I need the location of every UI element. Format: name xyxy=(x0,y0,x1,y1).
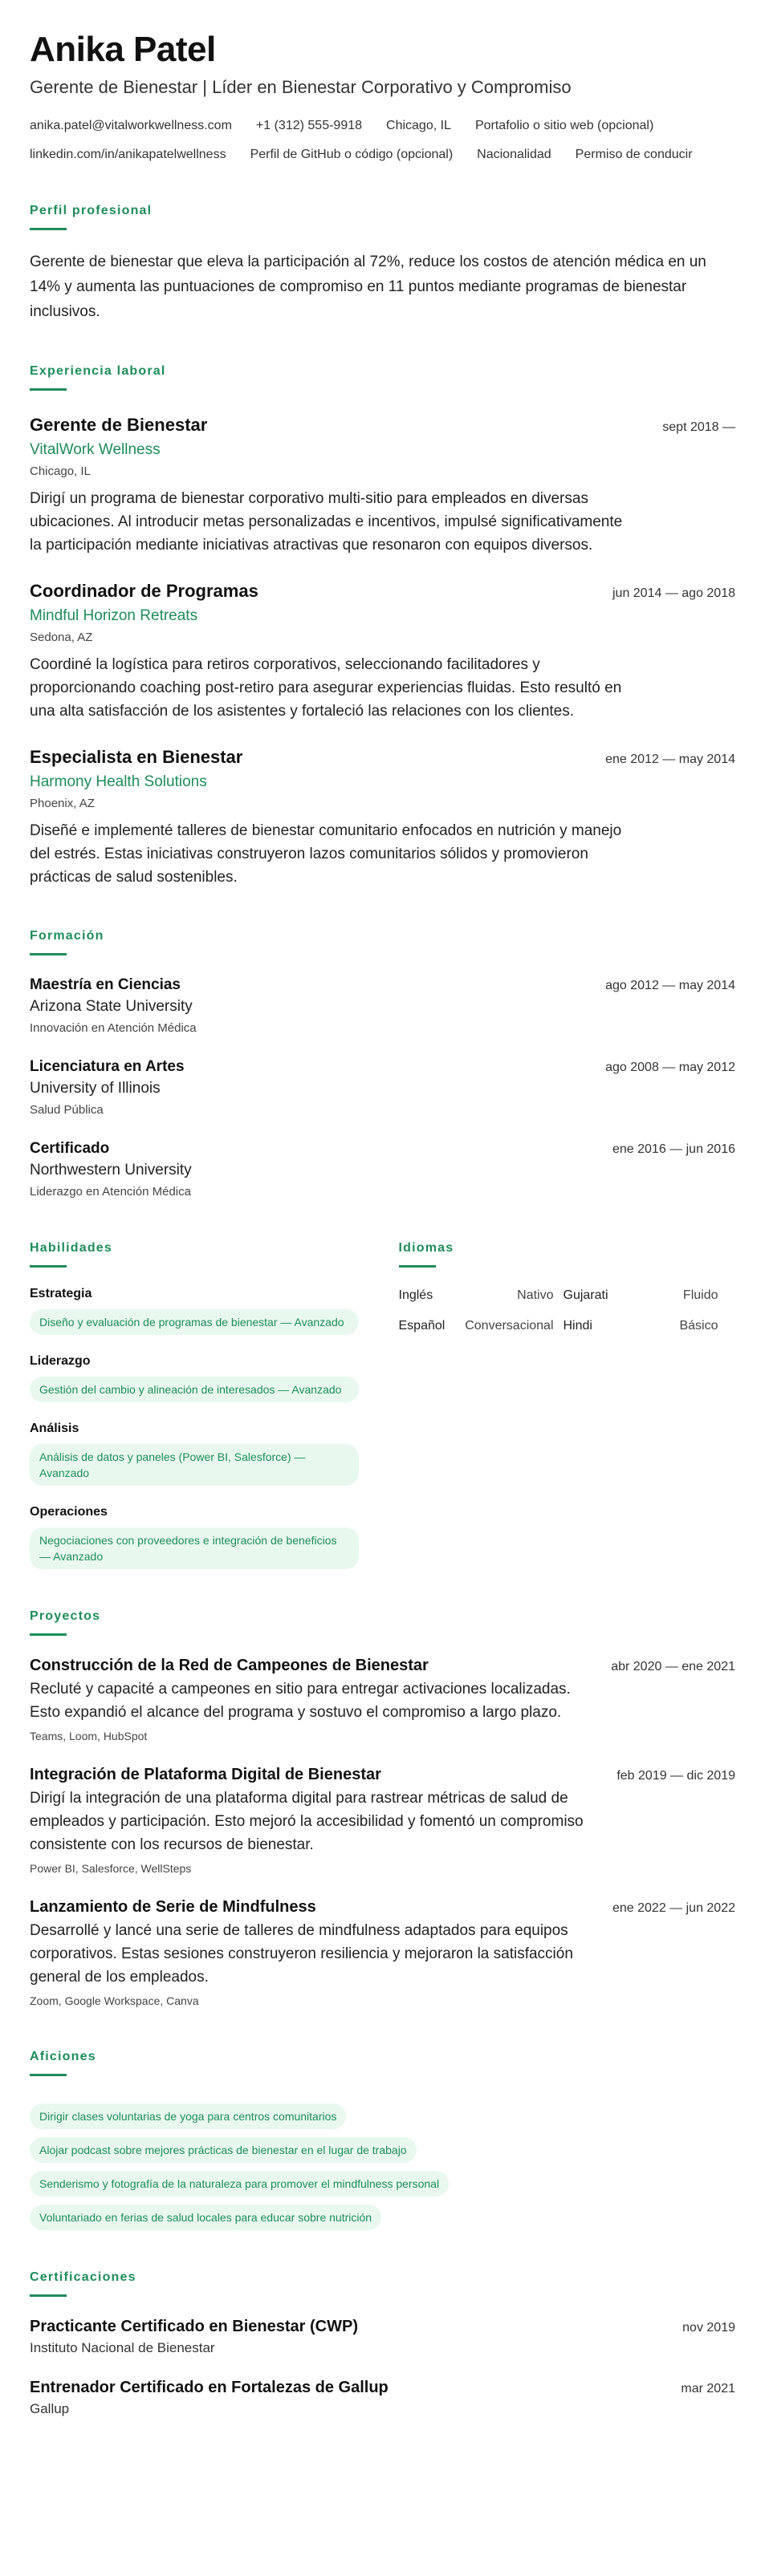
interest-chip: Senderismo y fotografía de la naturaleza para promover el mindfulness personal xyxy=(30,2171,449,2197)
job-company: VitalWork Wellness xyxy=(30,441,161,458)
skill-group xyxy=(30,1420,367,1486)
candidate-headline: Gerente de Bienestar | Líder en Bienestar Corporativo y Compromiso xyxy=(30,77,572,97)
projects-section xyxy=(30,1608,735,2010)
project-date: abr 2020 — ene 2021 xyxy=(611,1660,735,1673)
education-section xyxy=(30,927,735,1201)
section-divider xyxy=(30,2294,67,2297)
language-level: Fluido xyxy=(682,1288,718,1302)
project-date: feb 2019 — dic 2019 xyxy=(616,1769,735,1783)
project-tools: Zoom, Google Workspace, Canva xyxy=(30,1994,199,2007)
skill-chip: Gestión del cambio y alineación de interesados — Avanzado xyxy=(30,1377,359,1402)
project-title: Lanzamiento de Serie de Mindfulness xyxy=(30,1898,316,1916)
section-divider xyxy=(30,1633,67,1636)
skills-section xyxy=(30,1239,367,1569)
language-name: Gujarati xyxy=(563,1288,608,1302)
project-title: Integración de Plataforma Digital de Bienestar xyxy=(30,1766,381,1783)
job-title: Gerente de Bienestar xyxy=(30,415,208,435)
contact-phone[interactable]: +1 (312) 555-9918 xyxy=(255,119,363,132)
education-school: University of Illinois xyxy=(30,1080,161,1097)
contact-linkedin[interactable]: linkedin.com/in/anikapatelwellness xyxy=(30,148,226,161)
language-item xyxy=(399,1287,564,1304)
language-name: Hindi xyxy=(563,1319,592,1333)
section-divider xyxy=(30,2074,67,2076)
education-school: Arizona State University xyxy=(30,998,193,1015)
section-title-education: Formación xyxy=(30,929,104,943)
project-description: Recluté y capacité a campeones en sitio para entregar activaciones localizadas. Esto expandió el alcance del programa y sostuvo el compromiso a largo plazo. xyxy=(30,1681,571,1721)
contact-driving-license: Permiso de conducir xyxy=(575,148,693,161)
job-title: Especialista en Bienestar xyxy=(30,747,243,767)
job-location: Chicago, IL xyxy=(30,464,91,478)
job-location: Sedona, AZ xyxy=(30,631,93,644)
education-degree: Certificado xyxy=(30,1140,110,1157)
contact-nationality: Nacionalidad xyxy=(477,148,551,161)
skill-group xyxy=(30,1353,367,1402)
experience-section xyxy=(30,363,735,889)
education-date: ene 2016 — jun 2016 xyxy=(612,1142,735,1156)
section-divider xyxy=(399,1265,436,1268)
section-divider xyxy=(30,388,67,391)
job-description: Diseñé e implementé talleres de bienestar comunitario enfocados en nutrición y manejo del estrés. Estas iniciativas construyeron lazos comunitarios sólidos y promovieron prácticas de salud sostenibles. xyxy=(30,822,622,886)
interest-chip: Dirigir clases voluntarias de yoga para centros comunitarios xyxy=(30,2103,346,2129)
resume-header xyxy=(30,29,735,164)
job-date: ene 2012 — may 2014 xyxy=(605,753,735,766)
section-title-interests: Aficiones xyxy=(30,2050,96,2063)
certification-issuer: Gallup xyxy=(30,2401,70,2416)
job-location: Phoenix, AZ xyxy=(30,797,95,810)
language-level: Básico xyxy=(679,1319,718,1333)
job-date: jun 2014 — ago 2018 xyxy=(612,586,735,600)
contact-location: Chicago, IL xyxy=(386,119,451,132)
education-date: ago 2008 — may 2012 xyxy=(605,1061,735,1074)
section-title-summary: Perfil profesional xyxy=(30,204,153,217)
contact-portfolio[interactable]: Portafolio o sitio web (opcional) xyxy=(474,119,654,132)
project-title: Construcción de la Red de Campeones de Bienestar xyxy=(30,1657,429,1674)
certification-name: Practicante Certificado en Bienestar (CWP) xyxy=(30,2318,358,2335)
interests-section xyxy=(30,2048,735,2230)
certifications-section xyxy=(30,2269,735,2419)
education-field: Liderazgo en Atención Médica xyxy=(30,1185,191,1199)
certification-entry xyxy=(30,2316,735,2358)
section-title-projects: Proyectos xyxy=(30,1609,101,1623)
certification-date: mar 2021 xyxy=(681,2382,735,2395)
education-entry xyxy=(30,1138,735,1201)
language-name: Español xyxy=(398,1319,446,1333)
education-entry xyxy=(30,975,735,1037)
education-date: ago 2012 — may 2014 xyxy=(605,979,735,992)
section-title-languages: Idiomas xyxy=(398,1241,454,1255)
job-description: Coordiné la logística para retiros corporativos, seleccionando facilitadores y proporcionando coaching post-retiro para asegurar experiencias fluidas. Esto resultó en una alta satisfacción de los asistentes y fortaleció las relaciones con los clientes. xyxy=(30,656,622,720)
language-name: Inglés xyxy=(398,1288,433,1302)
job-company: Harmony Health Solutions xyxy=(30,773,207,790)
skill-chip: Diseño y evaluación de programas de bienestar — Avanzado xyxy=(30,1309,359,1335)
language-item xyxy=(564,1287,728,1304)
education-school: Northwestern University xyxy=(30,1162,192,1178)
skills-languages-row xyxy=(30,1239,735,1569)
project-date: ene 2022 — jun 2022 xyxy=(612,1901,735,1915)
education-field: Innovación en Atención Médica xyxy=(30,1021,197,1035)
education-degree: Maestría en Ciencias xyxy=(30,976,181,993)
skill-category: Estrategia xyxy=(30,1287,92,1300)
certification-name: Entrenador Certificado en Fortalezas de Gallup xyxy=(30,2379,389,2396)
section-divider xyxy=(30,1265,67,1268)
certification-entry xyxy=(30,2377,735,2419)
section-divider xyxy=(30,953,67,955)
education-entry xyxy=(30,1057,735,1119)
skill-category: Liderazgo xyxy=(30,1354,91,1368)
project-tools: Power BI, Salesforce, WellSteps xyxy=(30,1862,192,1875)
certification-issuer: Instituto Nacional de Bienestar xyxy=(30,2340,215,2355)
skill-category: Análisis xyxy=(30,1422,79,1435)
contact-github[interactable]: Perfil de GitHub o código (opcional) xyxy=(250,148,454,161)
language-item xyxy=(399,1317,564,1335)
job-entry xyxy=(30,745,735,889)
project-entry xyxy=(30,1764,735,1877)
interests-list xyxy=(30,2095,735,2230)
interest-chip: Alojar podcast sobre mejores prácticas de bienestar en el lugar de trabajo xyxy=(30,2137,417,2163)
skill-chip: Negociaciones con proveedores e integración de beneficios — Avanzado xyxy=(30,1527,359,1569)
skill-group xyxy=(30,1503,367,1569)
section-title-experience: Experiencia laboral xyxy=(30,364,166,378)
languages-section xyxy=(399,1239,736,1569)
education-field: Salud Pública xyxy=(30,1103,104,1117)
skill-group xyxy=(30,1285,367,1335)
section-title-skills: Habilidades xyxy=(30,1241,113,1255)
interest-chip: Voluntariado en ferias de salud locales para educar sobre nutrición xyxy=(30,2205,381,2230)
job-entry xyxy=(30,413,735,557)
job-date: sept 2018 — xyxy=(662,420,735,434)
language-level: Conversacional xyxy=(465,1319,554,1333)
project-entry xyxy=(30,1897,735,2010)
job-company: Mindful Horizon Retreats xyxy=(30,607,198,624)
job-entry xyxy=(30,579,735,723)
skill-category: Operaciones xyxy=(30,1505,108,1519)
skill-chip: Análisis de datos y paneles (Power BI, Salesforce) — Avanzado xyxy=(30,1444,359,1486)
certification-date: nov 2019 xyxy=(682,2321,735,2335)
candidate-name: Anika Patel xyxy=(30,30,216,69)
contact-list xyxy=(30,117,720,164)
contact-email[interactable]: anika.patel@vitalworkwellness.com xyxy=(30,119,232,132)
summary-section xyxy=(30,202,735,324)
section-title-certifications: Certificaciones xyxy=(30,2270,136,2284)
project-description: Desarrollé y lancé una serie de talleres de mindfulness adaptados para equipos corporativos. Estas sesiones construyeron resiliencia y mejoraron la satisfacción general de los empleados. xyxy=(30,1922,573,1986)
language-level: Nativo xyxy=(517,1288,554,1302)
project-tools: Teams, Loom, HubSpot xyxy=(30,1730,148,1742)
section-divider xyxy=(30,228,67,230)
languages-grid xyxy=(399,1287,736,1335)
education-degree: Licenciatura en Artes xyxy=(30,1058,185,1075)
job-title: Coordinador de Programas xyxy=(30,581,258,601)
project-description: Dirigí la integración de una plataforma digital para rastrear métricas de salud de empleados y participación. Esto mejoró la accesibilidad y fomentó un compromiso consistente con los recursos de bienestar. xyxy=(30,1790,584,1853)
project-entry xyxy=(30,1655,735,1745)
summary-text: Gerente de bienestar que eleva la participación al 72%, reduce los costos de atención médica en un 14% y aumenta las puntuaciones de compromiso en 11 puntos mediante programas de bienestar inclusivos. xyxy=(30,254,706,320)
language-item xyxy=(564,1317,728,1335)
job-description: Dirigí un programa de bienestar corporativo multi-sitio para empleados en diversas ubicaciones. Al introducir metas personalizadas e incentivos, impulsé significativamente la participación mediante iniciativas atractivas que resonaron con equipos diversos. xyxy=(30,490,623,554)
